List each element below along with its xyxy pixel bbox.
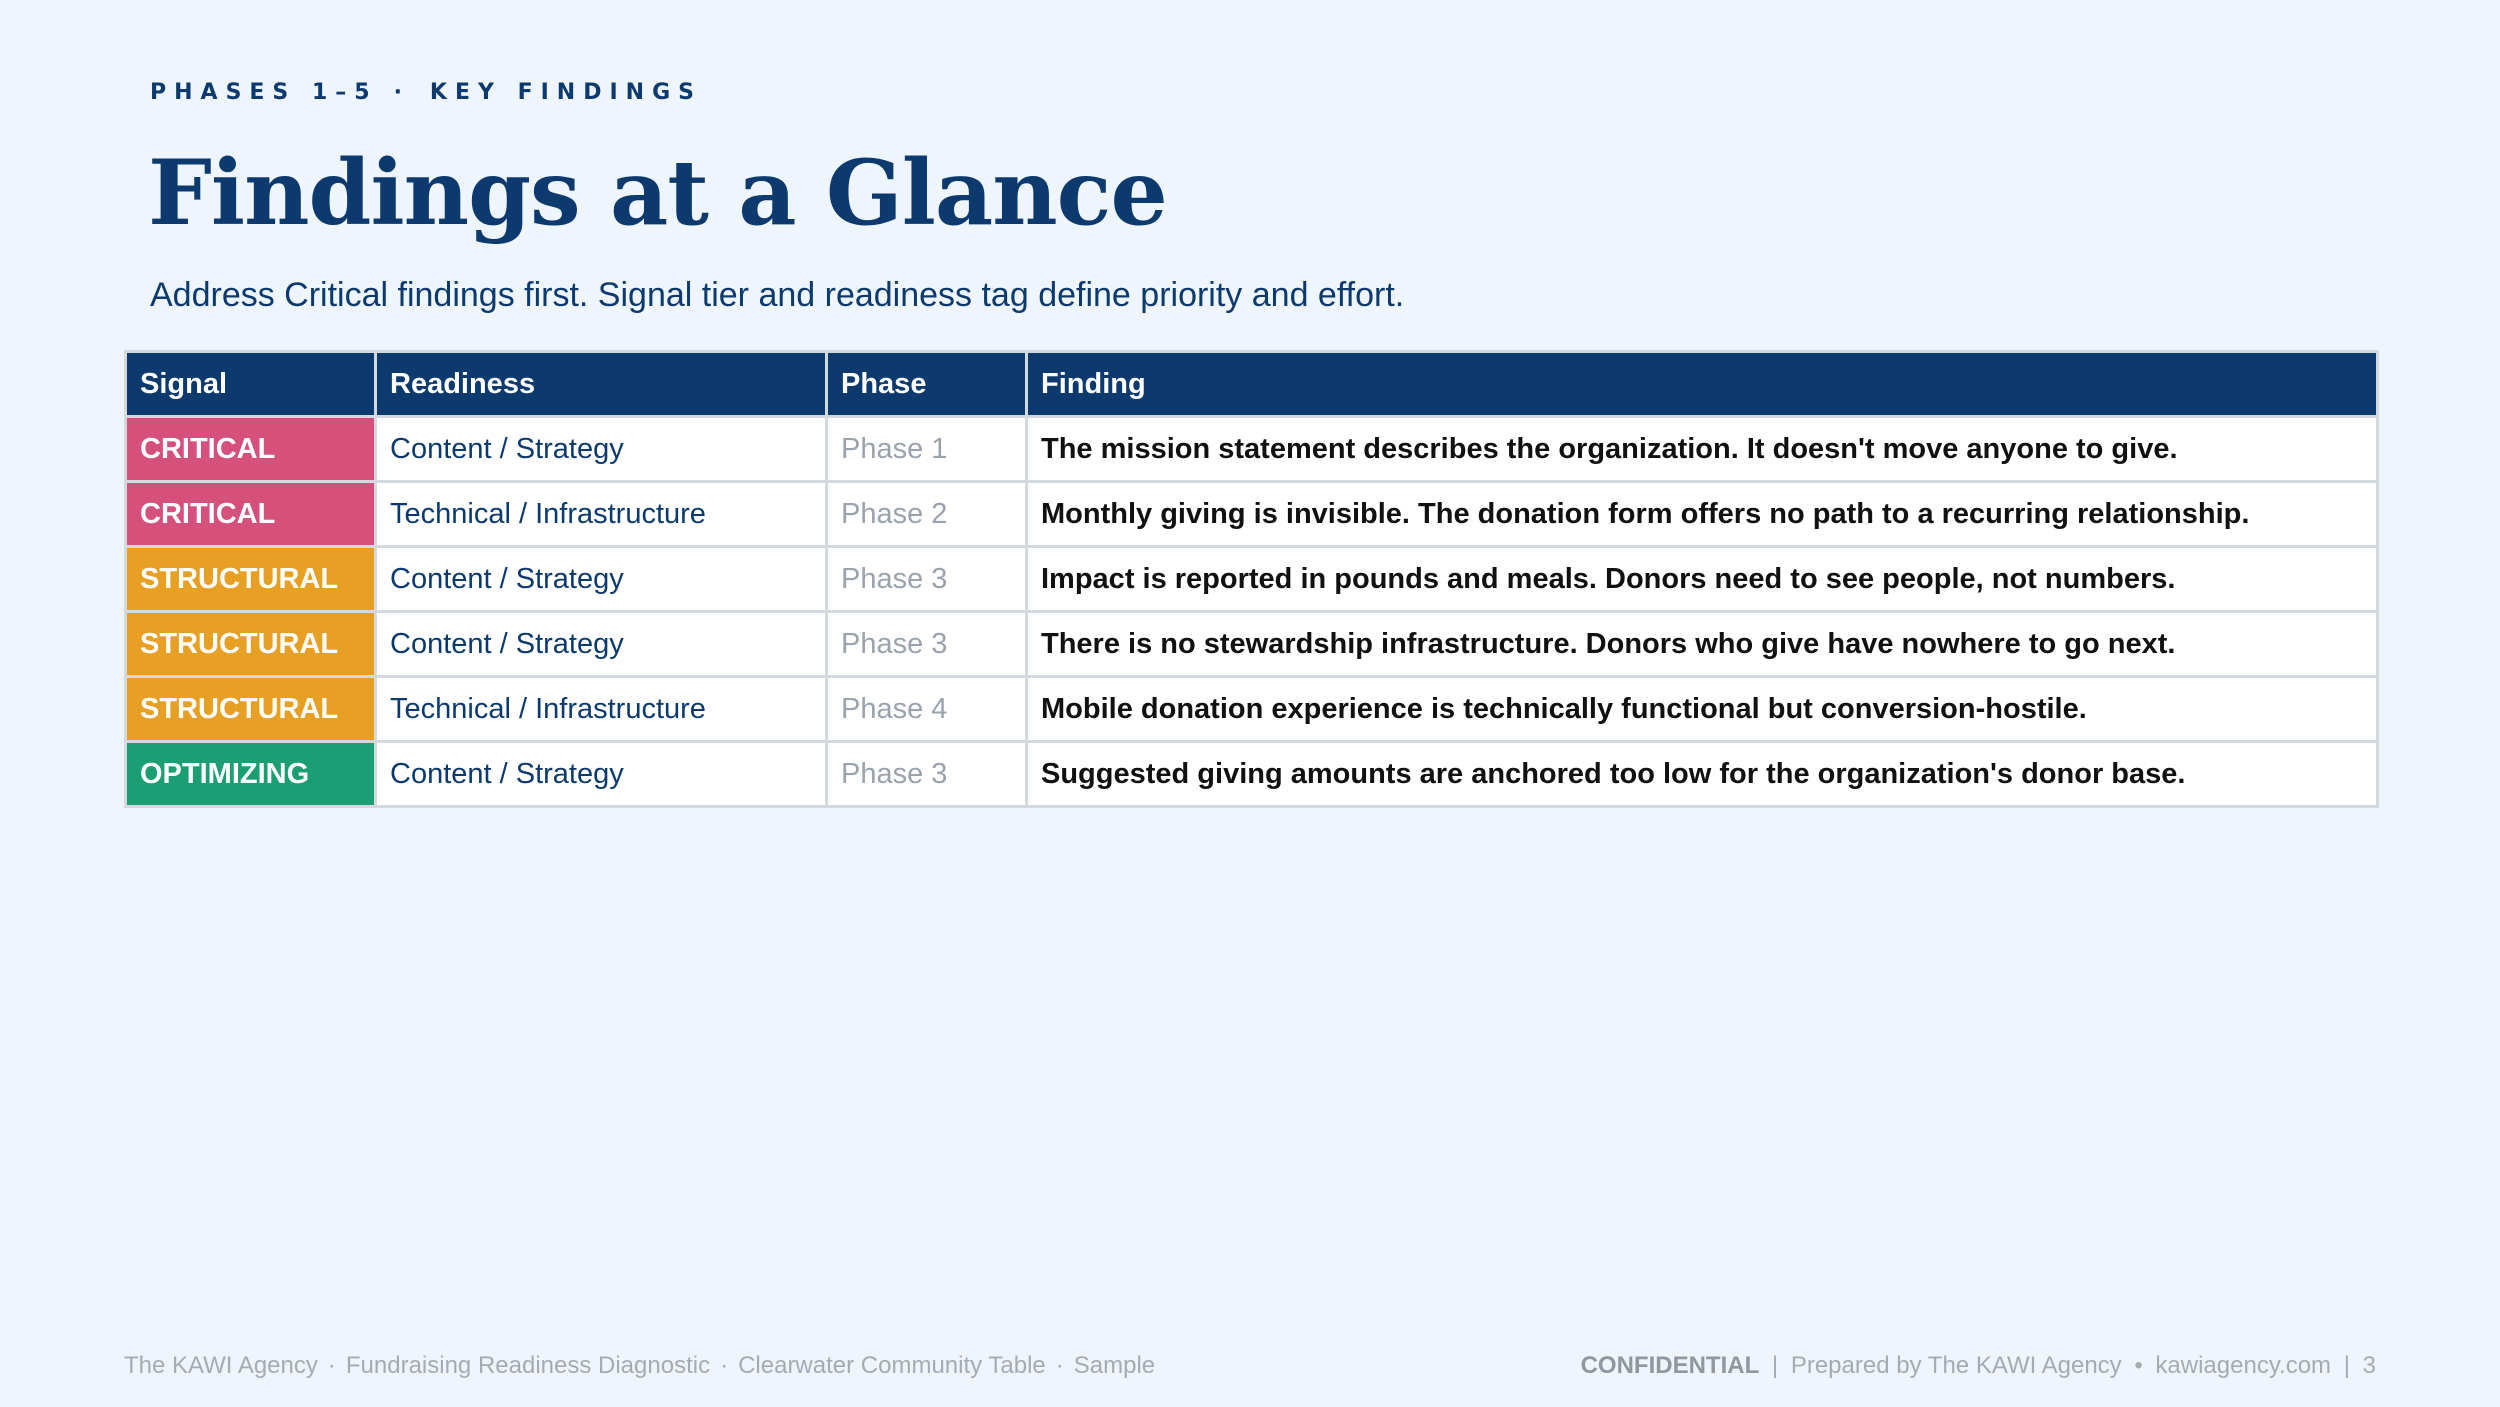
signal-badge: STRUCTURAL [126, 677, 376, 742]
eyebrow-key-findings: KEY FINDINGS [429, 80, 702, 105]
page-number: 3 [2362, 1352, 2376, 1379]
footer-separator: · [720, 1352, 729, 1379]
table-row [126, 612, 2378, 677]
finding-text: There is no stewardship infrastructure. Donors who give have nowhere to go next. [1027, 612, 2378, 677]
phase-label: Phase 3 [827, 612, 1027, 677]
finding-text: Suggested giving amounts are anchored too low for the organization's donor base. [1027, 742, 2378, 807]
footer-sample-label: Sample [1073, 1352, 1156, 1379]
signal-badge: CRITICAL [126, 482, 376, 547]
signal-badge: CRITICAL [126, 417, 376, 482]
website-link[interactable]: kawiagency.com [2155, 1352, 2332, 1379]
signal-badge: STRUCTURAL [126, 612, 376, 677]
table-row [126, 742, 2378, 807]
column-header-phase: Phase [827, 352, 1027, 417]
footer-left [124, 1352, 1155, 1380]
phase-label: Phase 4 [827, 677, 1027, 742]
readiness-tag: Content / Strategy [376, 547, 827, 612]
confidential-label: CONFIDENTIAL [1580, 1352, 1760, 1379]
column-header-signal: Signal [126, 352, 376, 417]
table-header-row [126, 352, 2378, 417]
column-header-readiness: Readiness [376, 352, 827, 417]
table-row [126, 677, 2378, 742]
phase-label: Phase 2 [827, 482, 1027, 547]
table-row [126, 482, 2378, 547]
readiness-tag: Content / Strategy [376, 742, 827, 807]
findings-table [124, 350, 2379, 808]
footer-pipe: | [2343, 1352, 2350, 1379]
readiness-tag: Content / Strategy [376, 612, 827, 677]
column-header-finding: Finding [1027, 352, 2378, 417]
phase-label: Phase 3 [827, 547, 1027, 612]
page-subtitle: Address Critical findings first. Signal tier and readiness tag define priority and effort. [150, 276, 1405, 314]
signal-badge: OPTIMIZING [126, 742, 376, 807]
readiness-tag: Technical / Infrastructure [376, 677, 827, 742]
table-row [126, 547, 2378, 612]
prepared-by: Prepared by The KAWI Agency [1790, 1352, 2122, 1379]
footer-bullet: • [2134, 1352, 2143, 1379]
eyebrow-separator: · [393, 80, 410, 105]
eyebrow-phases: PHASES 1–5 [150, 80, 378, 105]
readiness-tag: Content / Strategy [376, 417, 827, 482]
signal-badge: STRUCTURAL [126, 547, 376, 612]
footer-right [1581, 1352, 2376, 1380]
readiness-tag: Technical / Infrastructure [376, 482, 827, 547]
section-eyebrow [150, 80, 702, 105]
finding-text: Monthly giving is invisible. The donation form offers no path to a recurring relationship. [1027, 482, 2378, 547]
footer-client-name: Clearwater Community Table [738, 1352, 1046, 1379]
phase-label: Phase 1 [827, 417, 1027, 482]
footer-report-name: Fundraising Readiness Diagnostic [345, 1352, 711, 1379]
finding-text: The mission statement describes the organization. It doesn't move anyone to give. [1027, 417, 2378, 482]
page-title: Findings at a Glance [148, 140, 1167, 246]
finding-text: Impact is reported in pounds and meals. Donors need to see people, not numbers. [1027, 547, 2378, 612]
footer-pipe: | [1771, 1352, 1779, 1379]
footer-separator: · [1055, 1352, 1064, 1379]
phase-label: Phase 3 [827, 742, 1027, 807]
footer-agency: The KAWI Agency [124, 1352, 318, 1379]
finding-text: Mobile donation experience is technically functional but conversion-hostile. [1027, 677, 2378, 742]
footer-separator: · [327, 1352, 336, 1379]
table-row [126, 417, 2378, 482]
